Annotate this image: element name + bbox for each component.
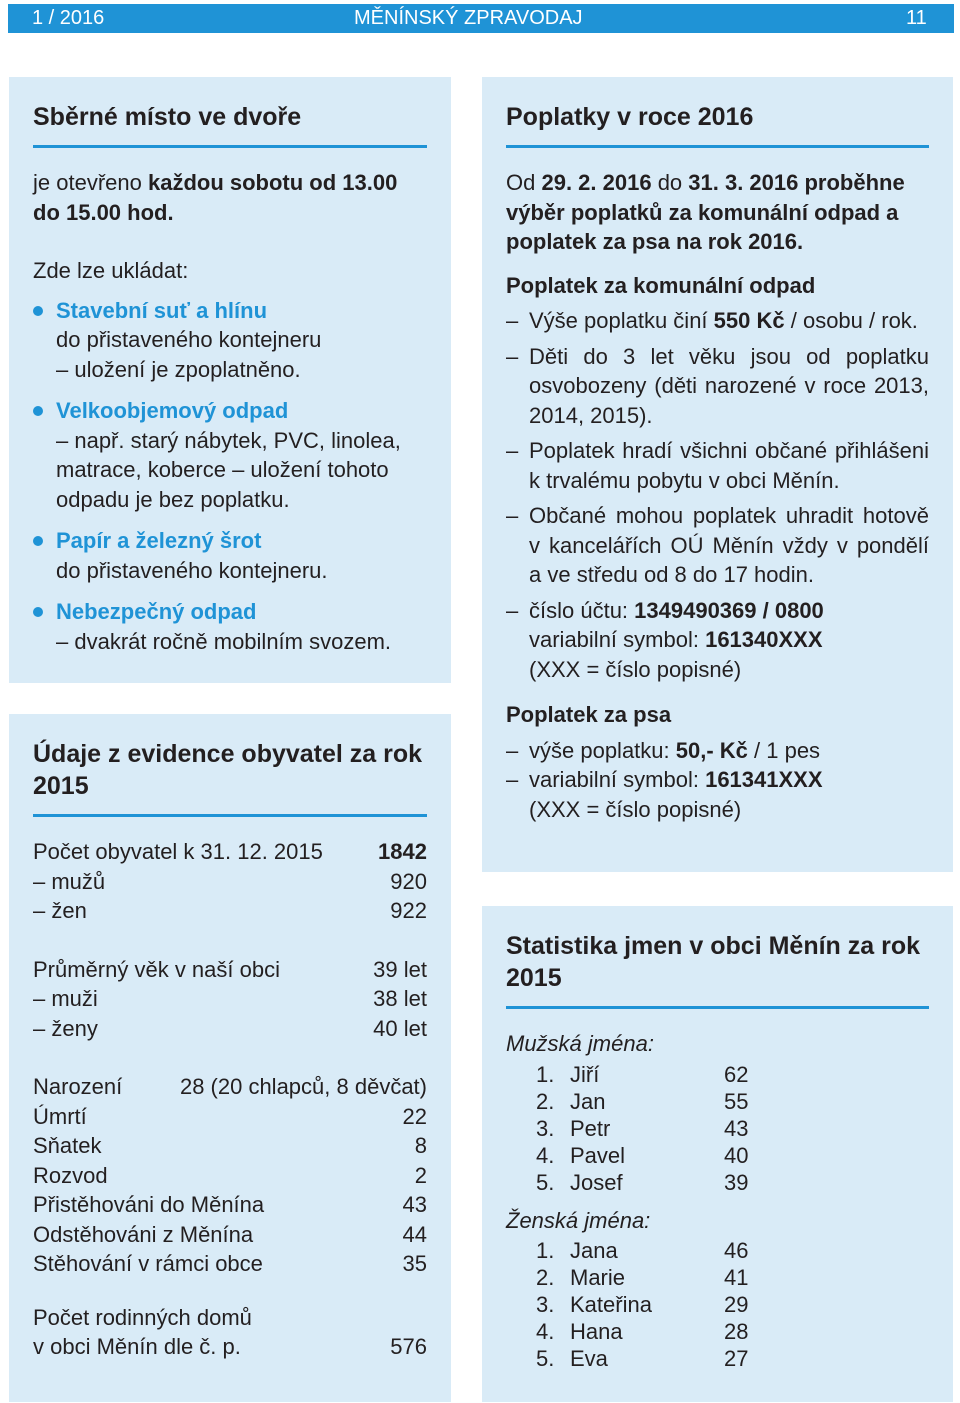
waste-item (33, 526, 427, 585)
name-row (506, 1345, 929, 1372)
name-text: Petr (570, 1115, 611, 1141)
waste-fee-title: Poplatek za komunální odpad (506, 272, 816, 298)
stat-value: 40 let (373, 1015, 427, 1041)
waste-item (33, 396, 427, 514)
name-rank: 2. (536, 1265, 555, 1290)
name-row (506, 1264, 929, 1291)
waste-collection-box (9, 77, 451, 683)
stat-row (33, 1161, 427, 1191)
dog-xxx-note: (XXX = číslo popisné) (529, 796, 742, 822)
name-rank: 5. (536, 1169, 555, 1195)
name-row (506, 1169, 929, 1196)
stat-row (33, 1220, 427, 1250)
account-number: – číslo účtu: 1349490369 / 0800 (506, 597, 824, 623)
residents-title: Údaje z evidence obyvatel za rok 2015 (33, 714, 427, 817)
name-rank: 4. (536, 1142, 555, 1168)
name-text: Hana (570, 1319, 623, 1344)
name-rank: 1. (536, 1061, 555, 1087)
stat-value: 35 (402, 1251, 427, 1276)
variable-symbol: variabilní symbol: 161340XXX (529, 627, 823, 652)
name-count: 28 (724, 1319, 749, 1344)
name-text: Jan (570, 1088, 606, 1114)
stat-label: Počet obyvatel k 31. 12. 2015 (33, 839, 323, 864)
stat-label: Sňatek (33, 1133, 102, 1158)
stat-label: Přistěhováni do Měnína (33, 1192, 265, 1217)
stat-row (33, 1072, 427, 1102)
waste-list (33, 296, 427, 657)
bullet-icon (33, 306, 43, 316)
stat-label: Narození (33, 1074, 123, 1099)
waste-item-text: do přistaveného kontejneru (56, 327, 322, 352)
name-row (506, 1061, 929, 1088)
stat-value: 43 (402, 1192, 427, 1217)
stat-label: Průměrný věk v naší obci (33, 956, 280, 982)
children-exemption: – Děti do 3 let věku jsou od poplatku osvobozeny (děti narozené v roce 2013, 2014, 2015). (506, 343, 929, 428)
stat-value: 2 (414, 1162, 427, 1188)
female-names-label: Ženská jména: (506, 1207, 651, 1233)
stat-row (33, 1131, 427, 1161)
name-text: Jiří (570, 1061, 600, 1087)
name-count: 41 (724, 1265, 749, 1290)
stat-value: 28 (20 chlapců, 8 děvčat) (179, 1074, 427, 1099)
stat-row (33, 1102, 427, 1132)
name-count: 43 (724, 1115, 749, 1141)
stat-value: 8 (414, 1133, 427, 1158)
name-count: 27 (724, 1346, 749, 1371)
stat-label: Rozvod (33, 1162, 108, 1188)
waste-item (33, 296, 427, 385)
name-row (506, 1237, 929, 1264)
male-names-label: Mužská jména: (506, 1031, 654, 1056)
name-rank: 4. (536, 1319, 555, 1344)
xxx-note: (XXX = číslo popisné) (529, 656, 742, 682)
age-rows (33, 955, 427, 1044)
event-rows (33, 1072, 427, 1279)
name-rank: 1. (536, 1238, 555, 1263)
stat-value: 922 (390, 898, 427, 923)
name-rank: 3. (536, 1115, 555, 1141)
waste-item-text: do přistaveného kontejneru. (56, 557, 328, 583)
name-text: Marie (570, 1265, 626, 1290)
stat-label: – mužů (33, 868, 106, 894)
name-text: Jana (570, 1238, 618, 1263)
bullet-icon (33, 406, 43, 416)
dog-fee-amount: – výše poplatku: 50,- Kč / 1 pes (506, 737, 821, 763)
stat-value: 38 let (373, 986, 427, 1011)
bullet-icon (33, 607, 43, 617)
waste-item-title: Stavební suť a hlínu (56, 297, 268, 323)
dog-variable-symbol: – variabilní symbol: 161341XXX (506, 767, 823, 792)
waste-item-text: odpadu je bez poplatku. (56, 486, 290, 512)
payment-info: – Občané mohou poplatek uhradit hotově v kancelářích OÚ Měnín vždy v pondělí a ve středu od 8 do 17 hodin. (506, 503, 929, 587)
waste-title: Sběrné místo ve dvoře (33, 77, 427, 148)
name-rank: 3. (536, 1292, 555, 1317)
stat-row (33, 1190, 427, 1220)
stat-row (33, 867, 427, 897)
stat-value: 39 let (373, 956, 427, 982)
name-text: Josef (570, 1169, 623, 1195)
waste-item-title: Papír a železný šrot (56, 528, 262, 553)
population-rows (33, 837, 427, 926)
stat-value: 22 (402, 1103, 427, 1129)
stat-label: Odstěhováni z Měnína (33, 1221, 254, 1247)
bullet-icon (33, 536, 43, 546)
name-text: Pavel (570, 1142, 626, 1168)
intro-text: Zde lze ukládat: (33, 258, 189, 283)
name-count: 39 (724, 1169, 749, 1195)
who-pays: – Poplatek hradí všichni občané přihlášeni k trvalému pobytu v obci Měnín. (506, 438, 929, 493)
fees-title: Poplatky v roce 2016 (506, 77, 929, 148)
waste-item-title: Nebezpečný odpad (56, 599, 257, 624)
waste-item-text: – uložení je zpoplatněno. (56, 356, 301, 382)
stat-label: Úmrtí (33, 1103, 87, 1129)
waste-item-text: – např. starý nábytek, PVC, linolea, (56, 427, 401, 453)
name-count: 46 (724, 1238, 749, 1263)
waste-item-title: Velkoobjemový odpad (56, 398, 289, 423)
stat-value: 44 (402, 1221, 427, 1247)
female-names-list (506, 1237, 929, 1372)
name-row (506, 1142, 929, 1169)
issue-number: 1 / 2016 (32, 7, 105, 29)
names-title: Statistika jmen v obci Měnín za rok 2015 (506, 906, 929, 1009)
name-text: Kateřina (570, 1292, 652, 1317)
dog-fee-title: Poplatek za psa (506, 702, 672, 727)
waste-fee-amount: – Výše poplatku činí 550 Kč / osobu / rok. (506, 308, 918, 333)
stat-row (33, 1014, 427, 1044)
residents-box (9, 714, 451, 1402)
name-rank: 2. (536, 1088, 555, 1114)
page-number: 11 (906, 7, 927, 29)
stat-label: – ženy (33, 1015, 98, 1041)
opening-hours: je otevřeno každou sobotu od 13.00 do 15.00 hod. (33, 170, 398, 225)
name-row (506, 1088, 929, 1115)
name-row (506, 1291, 929, 1318)
stat-row (33, 837, 427, 867)
name-text: Eva (570, 1346, 608, 1371)
stat-label: Stěhování v rámci obce (33, 1251, 263, 1276)
houses-row: v obci Měnín dle č. p. 576 (33, 1334, 427, 1359)
stat-value: 920 (390, 868, 427, 894)
name-count: 62 (724, 1061, 749, 1087)
stat-row (33, 984, 427, 1014)
name-row (506, 1318, 929, 1345)
waste-item-text: matrace, koberce – uložení tohoto (56, 457, 389, 482)
stat-row (33, 1249, 427, 1279)
stat-row (33, 955, 427, 985)
name-count: 29 (724, 1292, 749, 1317)
male-names-list (506, 1061, 929, 1196)
stat-label: – muži (33, 986, 98, 1011)
header-bar (8, 4, 954, 33)
houses-label-1: Počet rodinných domů (33, 1304, 252, 1330)
name-count: 40 (724, 1142, 749, 1168)
stat-label: – žen (33, 898, 87, 923)
newsletter-title: MĚNÍNSKÝ ZPRAVODAJ (354, 7, 583, 29)
stat-value: 1842 (378, 839, 427, 864)
fees-box (482, 77, 953, 872)
name-rank: 5. (536, 1346, 555, 1371)
stat-row (33, 896, 427, 926)
fees-intro: Od 29. 2. 2016 do 31. 3. 2016 proběhne výběr poplatků za komunální odpad a poplatek za psa na rok 2016. (506, 170, 905, 254)
waste-item-text: – dvakrát ročně mobilním svozem. (56, 628, 392, 654)
waste-item (33, 597, 427, 656)
name-count: 55 (724, 1088, 749, 1114)
name-row (506, 1115, 929, 1142)
names-box (482, 906, 953, 1402)
